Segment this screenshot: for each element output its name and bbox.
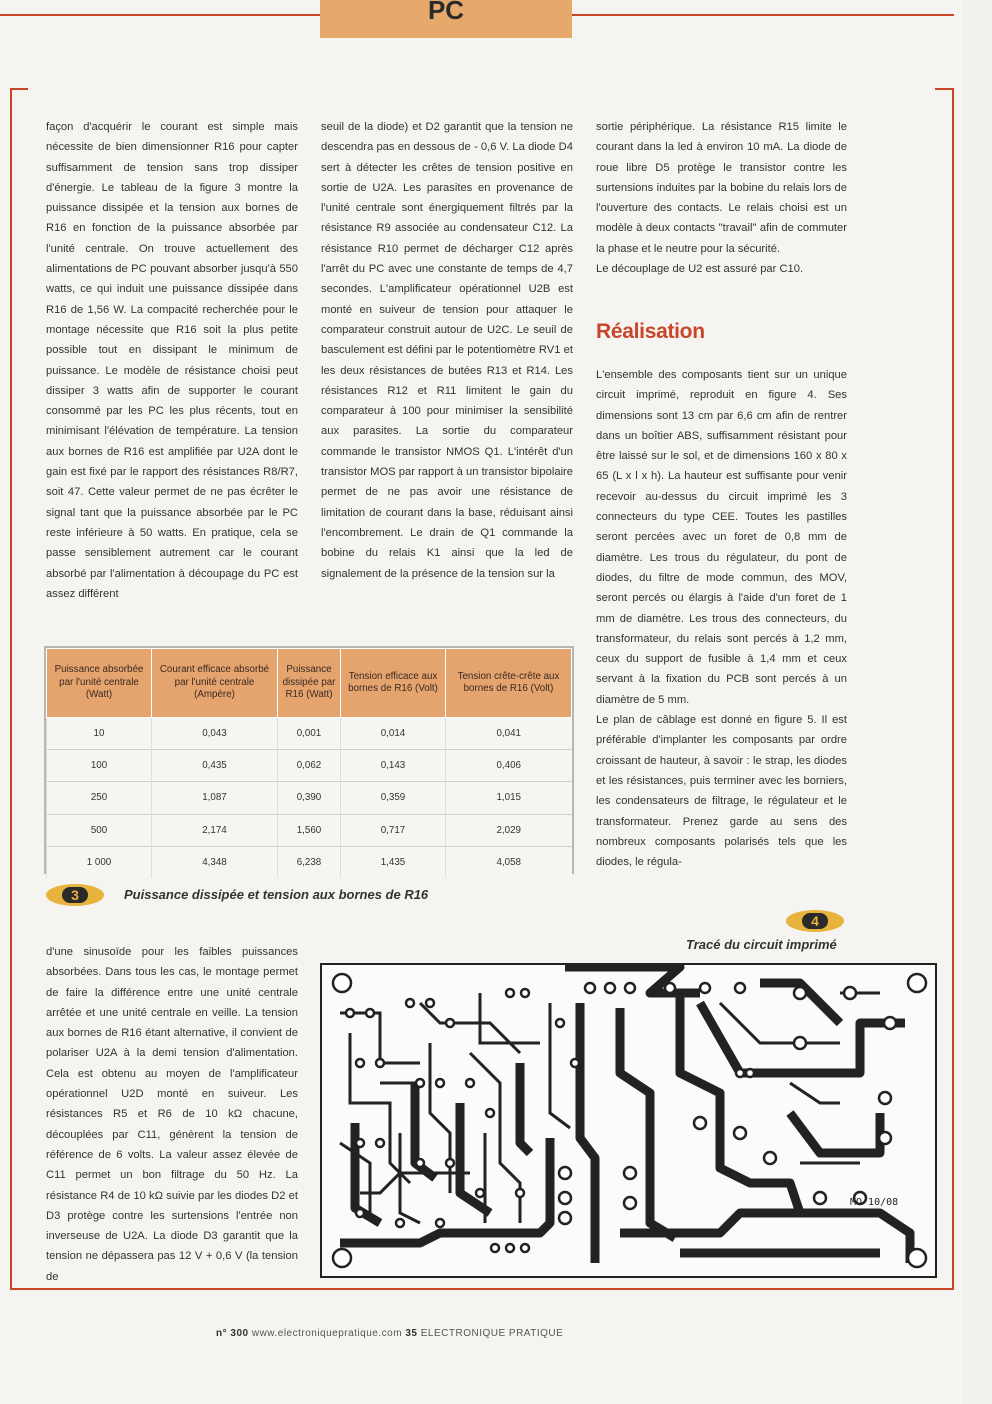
table-cell: 0,717 [341, 814, 446, 846]
table-cell: 100 [47, 750, 152, 782]
figure-3-badge [46, 884, 104, 906]
figure-4-caption: Tracé du circuit imprimé [686, 937, 837, 952]
table-cell: 0,001 [278, 718, 341, 750]
table-cell: 1,087 [152, 782, 278, 814]
footer-magazine: ELECTRONIQUE PRATIQUE [420, 1328, 564, 1339]
table-cell: 500 [47, 814, 152, 846]
column-3-realisation-text [596, 365, 847, 872]
table-cell: 2,029 [446, 814, 572, 846]
section-label: PC [427, 0, 465, 25]
table-row [47, 750, 572, 782]
table-header-cell: Tension crête-crête aux bornes de R16 (Volt) [446, 649, 572, 718]
figure-3-table [46, 648, 572, 878]
table-row [47, 782, 572, 814]
column-1-text [46, 117, 298, 604]
table-header-cell: Puissance dissipée par R16 (Watt) [278, 649, 341, 718]
paragraph: seuil de la diode) et D2 garantit que la tension ne descendra pas en dessous de - 0,6 V. La diode D4 sert à détecter les crêtes de tension positive en sortie de U2A. Les parasites en provenance de l'unité centrale sont énergiquement filtrés par la résistance R9 associée au condensateur C12. La résistance R10 permet de décharger C12 après l'arrêt du PC avec une constante de temps de 4,7 secondes. L'amplificateur opérationnel U2B est monté en suiveur de tension pour attaquer le comparateur construit autour de U2C. Le seuil de basculement est défini par le potentiomètre RV1 et les deux résistances de butées R13 et R14. Les résistances R12 et R11 limitent le gain du comparateur à 100 pour minimiser la sensibilité aux parasites. La sortie du comparateur commande le transistor NMOS Q1. L'intérêt d'un transistor MOS par rapport à un transistor bipolaire permet de ne pas avoir une résistance de limitation de courant dans la base, réduisant ainsi l'encombrement. Le drain de Q1 commande la bobine du relais K1 ainsi que la led de signalement de la présence de la tension sur la [321, 121, 573, 580]
table-cell: 10 [47, 718, 152, 750]
table-cell: 2,174 [152, 814, 278, 846]
table-cell: 6,238 [278, 846, 341, 878]
figure-number: 3 [62, 887, 88, 903]
section-heading: Réalisation [596, 320, 705, 343]
table-header-row [47, 649, 572, 718]
table-row [47, 718, 572, 750]
table-cell: 1 000 [47, 846, 152, 878]
figure-number: 4 [802, 913, 828, 929]
page-footer [216, 1328, 563, 1339]
paragraph: Le découplage de U2 est assuré par C10. [596, 263, 804, 276]
paragraph: Le plan de câblage est donné en figure 5. Il est préférable d'implanter les composants par ordre croissant de hauteur, à savoir : le strap, les diodes et les résistances, puis terminer avec les borniers, les condensateurs de filtrage, le régulateur et le transformateur. Prenez garde au sens des nombreux composants polarisés tels que les diodes, le régula- [596, 714, 847, 869]
paragraph: sortie périphérique. La résistance R15 limite le courant dans la led à environ 10 mA. La diode de roue libre D5 protège le transistor contre les surtensions induites par la bobine du relais lors de l'ouverture des contacts. Le relais choisi est un modèle à deux contacts "travail" afin de commuter la phase et le neutre pour la sécurité. [596, 121, 847, 255]
pcb-layout-drawing [320, 963, 937, 1278]
header-rule-left [0, 14, 320, 16]
column-3-text [596, 117, 847, 279]
footer-issue: n° 300 [216, 1328, 249, 1339]
frame-top-left [10, 88, 28, 90]
table-cell: 0,359 [341, 782, 446, 814]
frame-top-right [935, 88, 952, 90]
table-cell: 250 [47, 782, 152, 814]
table-cell: 0,041 [446, 718, 572, 750]
section-tab [320, 0, 572, 38]
table-cell: 1,560 [278, 814, 341, 846]
table-cell: 0,406 [446, 750, 572, 782]
table-cell: 4,058 [446, 846, 572, 878]
column-1-continued-text [46, 942, 298, 1287]
table-row [47, 814, 572, 846]
table-cell: 0,043 [152, 718, 278, 750]
paragraph: d'une sinusoïde pour les faibles puissances absorbées. Dans tous les cas, le montage permet de faire la différence entre une unité centrale arrêtée et une unité centrale en veille. La tension aux bornes de R16 étant alternative, il convient de polariser U2A à la demi tension d'alimentation. Cela est obtenu au moyen de l'amplificateur opérationnel U2D monté en suiveur. Les résistances R5 et R6 de 10 kΩ chacune, découplées par C11, génèrent la tension de référence de 6 volts. La valeur assez élevée de C11 permet un bon filtrage du 50 Hz. La résistance R4 de 10 kΩ suivie par les diodes D2 et D3 protège contre les surtensions l'entrée non inverseuse de U2A. La diode D3 garantit que la tension ne dépassera pas 12 V + 0,6 V (la tension de [46, 946, 298, 1283]
figure-3-caption: Puissance dissipée et tension aux bornes de R16 [124, 887, 429, 902]
table-cell: 4,348 [152, 846, 278, 878]
figure-4-badge [786, 910, 844, 932]
header-rule-right [572, 14, 954, 16]
table-header-cell: Courant efficace absorbé par l'unité centrale (Ampère) [152, 649, 278, 718]
paragraph: L'ensemble des composants tient sur un unique circuit imprimé, reproduit en figure 4. Ses dimensions sont 13 cm par 6,6 cm afin de rentrer dans un boîtier ABS, suffisamment résistant pour être laissé sur le sol, et de dimensions 160 x 80 x 65 (L x l x h). La hauteur est suffisante pour venir recevoir au-dessus du circuit imprimé les 3 connecteurs du type CEE. Toutes les pastilles seront percées avec un foret de 0,8 mm de diamètre. Les trous du régulateur, du pont de diodes, du filtre de mode commun, des MOV, seront percés ou élargis à l'aide d'un foret de 1 mm de diamètre. Les trous des connecteurs, du transformateur, du relais sont percés à 1,2 mm, ceux du support de fusible à 1,4 mm et ceux servant à la fixation du PCB sont percés à un diamètre de 5 mm. [596, 369, 847, 706]
paragraph: façon d'acquérir le courant est simple mais nécessite de bien dimensionner R16 pour capter suffisamment de tension sans trop dissiper d'énergie. Le tableau de la figure 3 montre la puissance dissipée et la tension aux bornes de R16 en fonction de la puissance absorbée par l'unité centrale. On trouve actuellement des alimentations de PC pouvant absorber jusqu'à 550 watts, ce qui induit une puissance dissipée dans R16 de 1,56 W. La compacité recherchée pour le montage nécessite que R16 soit la plus petite possible tout en dissipant le minimum de puissance. Le modèle de résistance choisi peut dissiper 3 watts afin de supporter le courant consommé par les PC les plus récents, tout en minimisant l'élévation de température. La tension aux bornes de R16 est amplifiée par U2A dont le gain est fixé par le rapport des résistances R8/R7, soit 47. Cette valeur permet de ne pas écrêter le signal tant que la puissance absorbée par le PC reste inférieure à 50 watts. En pratique, cela se passe sensiblement autrement car le courant absorbé par l'alimentation à découpage du PC est assez différent [46, 121, 298, 600]
table-cell: 0,390 [278, 782, 341, 814]
table-cell: 0,143 [341, 750, 446, 782]
table-cell: 1,015 [446, 782, 572, 814]
table-header-cell: Tension efficace aux bornes de R16 (Volt) [341, 649, 446, 718]
table-cell: 0,062 [278, 750, 341, 782]
pcb-marking: MO 10/08 [850, 1197, 899, 1208]
table-header-cell: Puissance absorbée par l'unité centrale (Watt) [47, 649, 152, 718]
footer-url: www.electroniquepratique.com [251, 1328, 403, 1339]
table-row [47, 846, 572, 878]
column-2-text [321, 117, 573, 584]
table-cell: 1,435 [341, 846, 446, 878]
table-cell: 0,014 [341, 718, 446, 750]
footer-page-number: 35 [405, 1328, 418, 1339]
table-cell: 0,435 [152, 750, 278, 782]
